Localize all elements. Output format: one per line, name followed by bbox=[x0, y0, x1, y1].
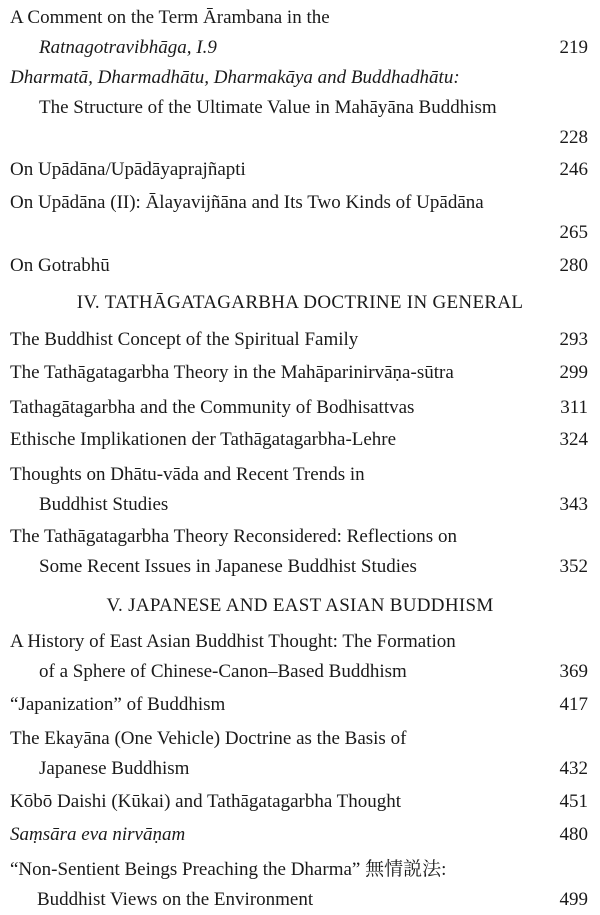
entry-title-line-1: Thoughts on Dhātu-vāda and Recent Trends in bbox=[10, 464, 365, 485]
entry-page-number: 432 bbox=[559, 758, 588, 779]
toc-entry bbox=[10, 690, 588, 720]
entry-title-line-1: The Ekayāna (One Vehicle) Doctrine as the Basis of bbox=[10, 728, 407, 749]
toc-entry bbox=[10, 522, 588, 582]
entry-title-line-1: The Tathāgatagarbha Theory Reconsidered: Reflections on bbox=[10, 526, 457, 547]
entry-title-line-2: Japanese Buddhism bbox=[39, 758, 190, 779]
toc-entry bbox=[10, 820, 588, 850]
toc-entry bbox=[10, 627, 588, 687]
entry-page-number: 293 bbox=[559, 329, 588, 350]
entry-page-number: 280 bbox=[559, 255, 588, 276]
entry-title-line-1: “Japanization” of Buddhism bbox=[10, 694, 226, 715]
toc-entry bbox=[10, 3, 588, 63]
toc-entry bbox=[10, 358, 588, 388]
toc-entry bbox=[10, 393, 588, 423]
toc-entry bbox=[10, 155, 588, 185]
entry-title-line-1: Saṃsāra eva nirvāṇam bbox=[10, 824, 186, 845]
entry-title-line-1: “Non-Sentient Beings Preaching the Dharma” 無情説法: bbox=[10, 859, 447, 880]
section-heading: V. JAPANESE AND EAST ASIAN BUDDHISM bbox=[106, 595, 494, 616]
toc-entry bbox=[10, 188, 588, 248]
entry-page-number: 219 bbox=[559, 37, 588, 58]
entry-title-line-1: The Tathāgatagarbha Theory in the Mahāparinirvāṇa-sūtra bbox=[10, 362, 454, 383]
entry-title-line-1: Tathagātagarbha and the Community of Bodhisattvas bbox=[10, 397, 415, 418]
entry-page-number: 417 bbox=[559, 694, 588, 715]
entry-page-number: 451 bbox=[559, 791, 588, 812]
toc-entry bbox=[10, 325, 588, 355]
entry-title-line-2: of a Sphere of Chinese-Canon–Based Buddhism bbox=[39, 661, 407, 682]
toc-entry bbox=[10, 855, 588, 915]
toc-entry bbox=[10, 425, 588, 455]
entry-title-line-1: On Gotrabhū bbox=[10, 255, 110, 276]
entry-title-line-1: Dharmatā, Dharmadhātu, Dharmakāya and Buddhadhātu: bbox=[10, 67, 460, 88]
entry-page-number: 369 bbox=[559, 661, 588, 682]
entry-page-number: 265 bbox=[559, 222, 588, 243]
toc-entry bbox=[10, 724, 588, 784]
entry-title-line-2: Some Recent Issues in Japanese Buddhist Studies bbox=[39, 556, 417, 577]
section-heading: IV. TATHĀGATAGARBHA DOCTRINE IN GENERAL bbox=[76, 292, 524, 313]
entry-page-number: 480 bbox=[559, 824, 588, 845]
toc-entry bbox=[10, 460, 588, 520]
entry-title-line-2: Ratnagotravibhāga, I.9 bbox=[39, 37, 217, 58]
entry-page-number: 246 bbox=[559, 159, 588, 180]
entry-page-number: 299 bbox=[559, 362, 588, 383]
entry-title-line-1: A Comment on the Term Ārambana in the bbox=[10, 7, 330, 28]
toc-entry bbox=[10, 251, 588, 281]
entry-title-line-2: The Structure of the Ultimate Value in Mahāyāna Buddhism bbox=[39, 97, 497, 118]
entry-title-line-1: On Upādāna (II): Ālayavijñāna and Its Two Kinds of Upādāna bbox=[10, 192, 484, 213]
entry-title-line-1: Ethische Implikationen der Tathāgatagarbha-Lehre bbox=[10, 429, 397, 450]
entry-title-line-2: Buddhist Studies bbox=[39, 494, 169, 515]
entry-page-number: 499 bbox=[559, 889, 588, 910]
entry-title-line-2: Buddhist Views on the Environment bbox=[37, 889, 314, 910]
entry-title-line-1: Kōbō Daishi (Kūkai) and Tathāgatagarbha Thought bbox=[10, 791, 402, 812]
entry-page-number: 352 bbox=[559, 556, 588, 577]
entry-page-number: 228 bbox=[559, 127, 588, 148]
entry-page-number: 343 bbox=[559, 494, 588, 515]
toc-entry bbox=[10, 63, 588, 153]
entry-title-line-1: On Upādāna/Upādāyaprajñapti bbox=[10, 159, 246, 180]
entry-title-line-1: The Buddhist Concept of the Spiritual Family bbox=[10, 329, 359, 350]
toc-entry bbox=[10, 787, 588, 817]
entry-page-number: 311 bbox=[560, 397, 588, 418]
entry-title-line-1: A History of East Asian Buddhist Thought: The Formation bbox=[10, 631, 456, 652]
entry-page-number: 324 bbox=[559, 429, 588, 450]
